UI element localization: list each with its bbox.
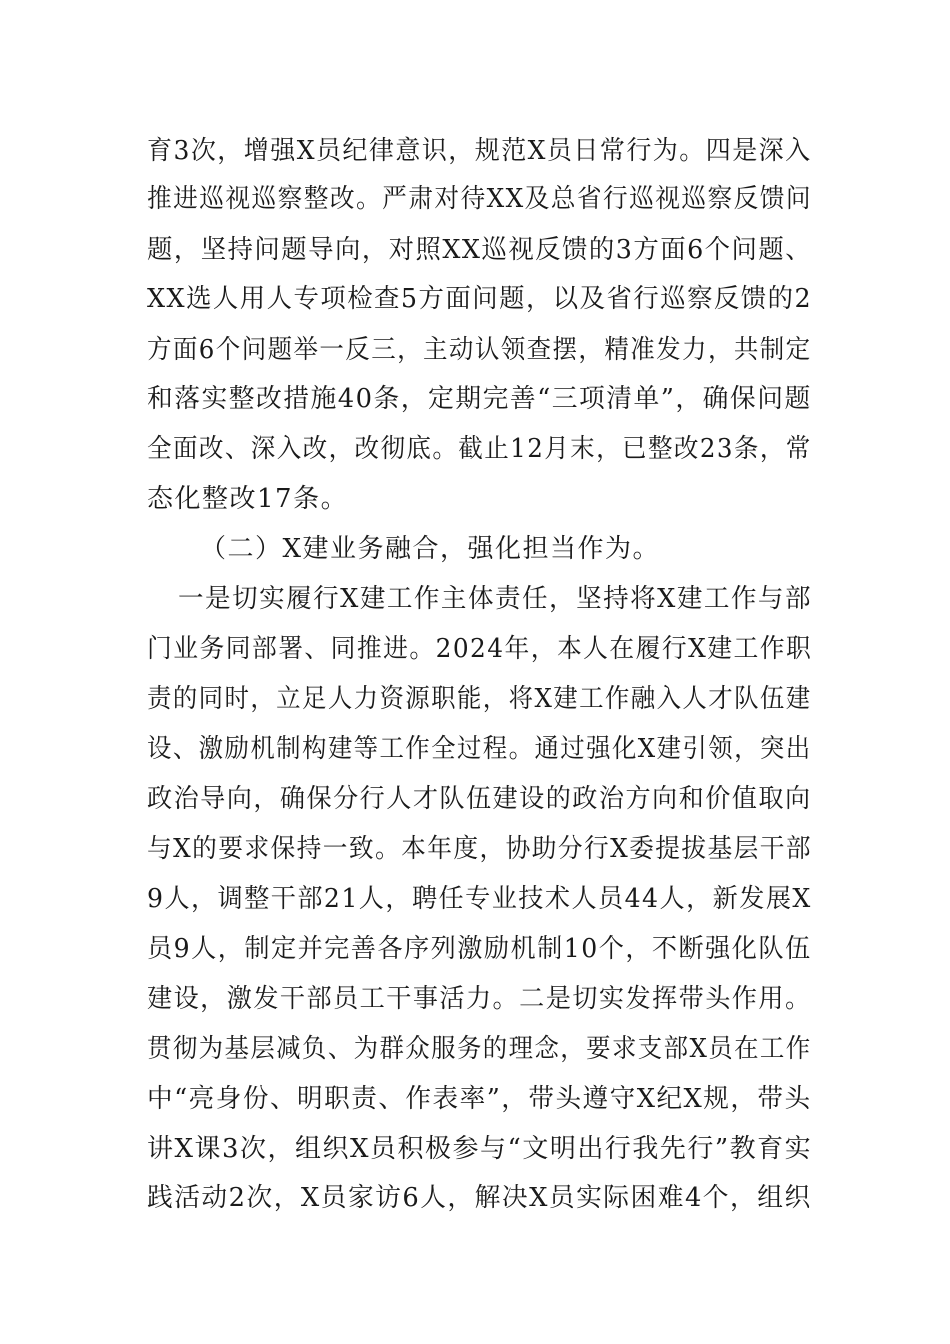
text-line: 态化整改17条。: [147, 484, 349, 514]
section-heading: （二）X建业务融合，强化担当作为。: [200, 534, 661, 564]
text-line: 设、激励机制构建等工作全过程。通过强化X建引领，突出: [147, 734, 812, 764]
text-line: 和落实整改措施40条，定期完善“三项清单”，确保问题: [147, 384, 812, 414]
text-line: XX选人用人专项检查5方面问题，以及省行巡察反馈的2: [147, 284, 813, 314]
text-line: 讲X课3次，组织X员积极参与“文明出行我先行”教育实: [147, 1134, 813, 1164]
text-line: 推进巡视巡察整改。严肃对待XX及总省行巡视巡察反馈问: [147, 184, 813, 214]
text-line: 与X的要求保持一致。本年度，协助分行X委提拔基层干部: [147, 834, 813, 864]
text-line: 贯彻为基层减负、为群众服务的理念，要求支部X员在工作: [147, 1034, 812, 1064]
text-line: 9人，调整干部21人，聘任专业技术人员44人，新发展X: [147, 884, 812, 914]
text-line: 政治导向，确保分行人才队伍建设的政治方向和价值取向: [147, 784, 812, 814]
text-line: 员9人，制定并完善各序列激励机制10个，不断强化队伍: [147, 934, 812, 964]
text-line: 责的同时，立足人力资源职能，将X建工作融入人才队伍建: [147, 684, 812, 714]
text-line: 践活动2次，X员家访6人，解决X员实际困难4个，组织: [147, 1183, 812, 1213]
text-line: 题，坚持问题导向，对照XX巡视反馈的3方面6个问题、: [147, 235, 813, 265]
paragraph-first-line: 一是切实履行X建工作主体责任，坚持将X建工作与部: [178, 584, 813, 614]
text-line: 中“亮身份、明职责、作表率”，带头遵守X纪X规，带头: [147, 1084, 812, 1114]
text-line: 方面6个问题举一反三，主动认领查摆，精准发力，共制定: [147, 335, 812, 365]
text-line: 建设，激发干部员工干事活力。二是切实发挥带头作用。: [147, 984, 812, 1014]
text-line: 全面改、深入改，改彻底。截止12月末，已整改23条，常: [147, 434, 812, 464]
text-line: 育3次，增强X员纪律意识，规范X员日常行为。四是深入: [147, 136, 812, 166]
text-line: 门业务同部署、同推进。2024年，本人在履行X建工作职: [147, 634, 813, 664]
